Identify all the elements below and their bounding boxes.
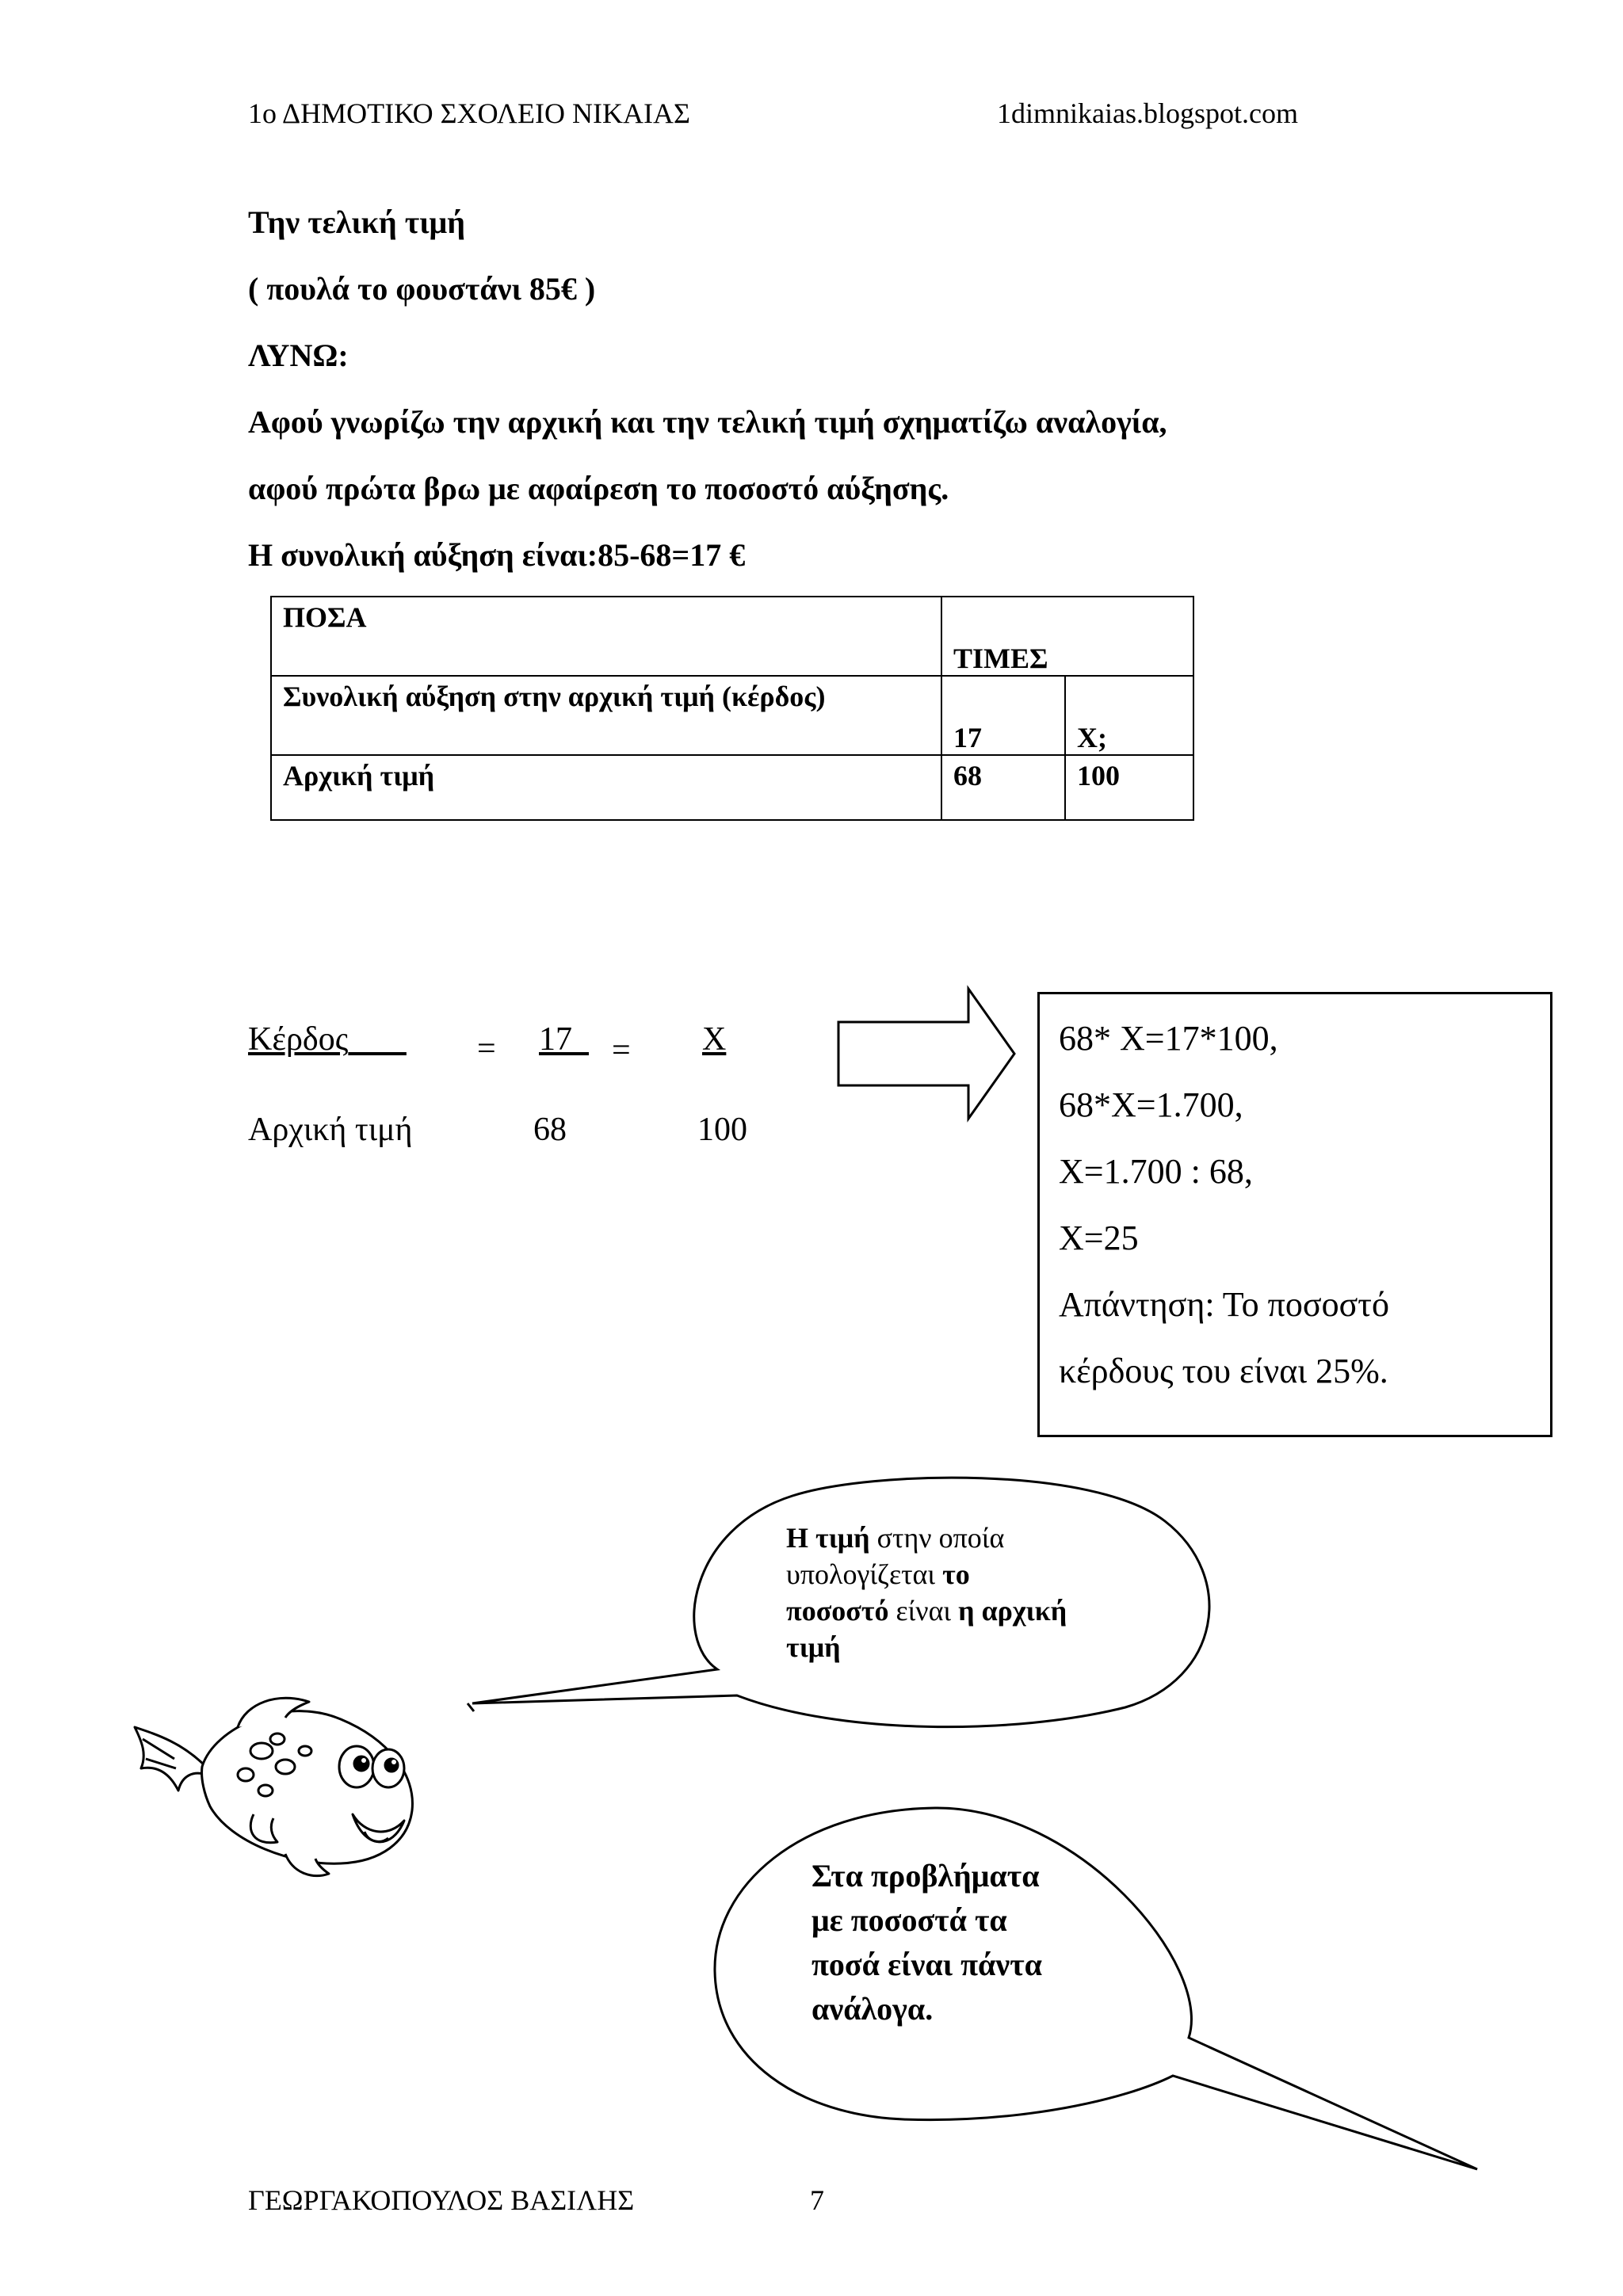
solution-line: Χ=1.700 : 68, <box>1059 1152 1253 1191</box>
row1-value-2: Χ; <box>1065 676 1193 755</box>
proportion-bottom-value-2: 100 <box>697 1112 747 1148</box>
solution-line: Απάντηση: Το ποσοστό <box>1059 1285 1389 1324</box>
solution-line: Χ=25 <box>1059 1219 1139 1257</box>
tip-bubble-2: Στα προβλήματα με ποσοστά τα ποσά είναι πάντα ανάλογα. <box>812 1858 1042 2027</box>
solution-line: 68* Χ=17*100, <box>1059 1019 1278 1058</box>
text-line-3: ΛΥΝΩ: <box>248 338 349 373</box>
row1-label: Συνολική αύξηση στην αρχική τιμή (κέρδος) <box>271 676 941 755</box>
proportion-top-value-1: 17 <box>539 1021 572 1058</box>
text-line-1: Την τελική τιμή <box>248 204 465 240</box>
text-line-2: ( πουλά το φουστάνι 85€ ) <box>248 271 596 307</box>
row2-label: Αρχική τιμή <box>271 755 941 820</box>
posa-header: ΠΟΣΑ <box>271 597 941 676</box>
text-line-6: Η συνολική αύξηση είναι:85-68=17 € <box>248 537 746 573</box>
fish-icon <box>127 1680 444 1886</box>
blog-url: 1dimnikaias.blogspot.com <box>997 97 1298 129</box>
proportion-bottom-label: Αρχική τιμή <box>248 1112 413 1148</box>
row2-value-1: 68 <box>941 755 1065 820</box>
row2-value-2: 100 <box>1065 755 1193 820</box>
page-number: 7 <box>810 2184 824 2216</box>
author-name: ΓΕΩΡΓΑΚΟΠΟΥΛΟΣ ΒΑΣΙΛΗΣ <box>248 2184 635 2216</box>
text-line-4: Αφού γνωρίζω την αρχική και την τελική τιμή σχηματίζω αναλογία, <box>248 404 1167 440</box>
proportion-bottom-value-1: 68 <box>533 1112 567 1148</box>
row1-value-1: 17 <box>941 676 1065 755</box>
school-name: 1ο ΔΗΜΟΤΙΚΟ ΣΧΟΛΕΙΟ ΝΙΚΑΙΑΣ <box>248 97 690 129</box>
times-header: ΤΙΜΕΣ <box>941 597 1193 676</box>
proportion-top-label: Κέρδος <box>248 1021 349 1058</box>
equals-sign-2: = <box>612 1032 631 1069</box>
proportion-top-value-2: Χ <box>702 1021 727 1058</box>
tip-bubble-1: Η τιμή στην οποία υπολογίζεται το ποσοστό είναι η αρχική τιμή <box>786 1522 1067 1663</box>
equals-sign-1: = <box>477 1031 496 1067</box>
solution-line: 68*Χ=1.700, <box>1059 1085 1243 1124</box>
text-line-5: αφού πρώτα βρω με αφαίρεση το ποσοστό αύξησης. <box>248 471 949 506</box>
solution-line: κέρδους του είναι 25%. <box>1059 1352 1388 1390</box>
